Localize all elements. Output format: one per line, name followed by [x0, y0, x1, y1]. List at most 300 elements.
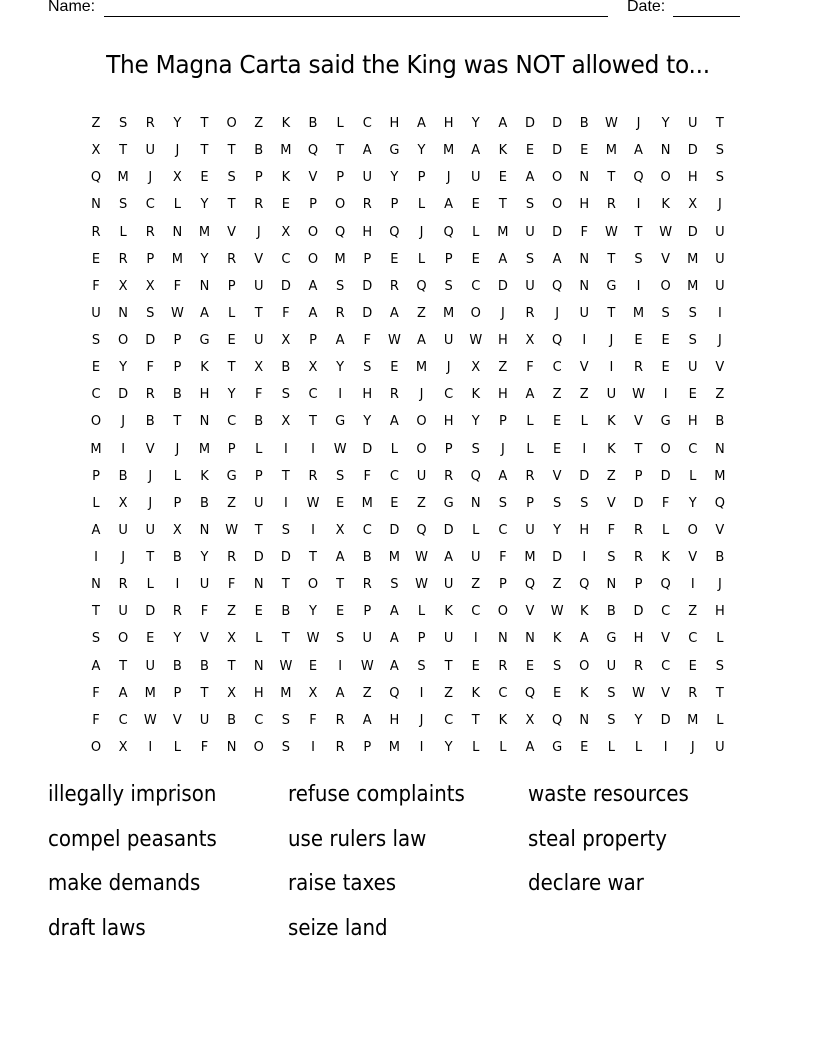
grid-letter[interactable]: A: [308, 278, 318, 294]
grid-letter[interactable]: G: [199, 333, 210, 348]
grid-letter[interactable]: M: [415, 360, 428, 376]
grid-letter[interactable]: E: [634, 333, 643, 348]
grid-letter[interactable]: W: [604, 116, 618, 131]
grid-letter[interactable]: F: [200, 604, 209, 620]
grid-letter[interactable]: G: [335, 414, 346, 430]
grid-letter[interactable]: U: [606, 658, 617, 674]
grid-letter[interactable]: I: [582, 333, 587, 348]
grid-letter[interactable]: T: [200, 685, 209, 701]
grid-letter[interactable]: B: [200, 495, 209, 511]
grid-letter[interactable]: X: [227, 685, 237, 701]
grid-letter[interactable]: E: [91, 360, 101, 376]
grid-letter[interactable]: P: [634, 468, 643, 484]
grid-letter[interactable]: S: [607, 712, 616, 728]
grid-letter[interactable]: S: [363, 360, 372, 376]
grid-letter[interactable]: A: [444, 550, 454, 565]
grid-letter[interactable]: F: [309, 712, 317, 728]
grid-letter[interactable]: Y: [119, 360, 128, 376]
grid-letter[interactable]: O: [90, 414, 102, 430]
grid-letter[interactable]: O: [660, 170, 671, 186]
grid-letter[interactable]: Z: [471, 577, 481, 593]
grid-letter[interactable]: O: [687, 522, 698, 538]
grid-letter[interactable]: H: [497, 387, 508, 403]
grid-letter[interactable]: A: [91, 658, 101, 674]
grid-letter[interactable]: T: [254, 522, 263, 538]
grid-letter[interactable]: C: [118, 712, 128, 728]
grid-letter[interactable]: K: [281, 170, 291, 186]
grid-letter[interactable]: D: [633, 495, 644, 511]
grid-letter[interactable]: B: [145, 414, 155, 430]
grid-letter[interactable]: B: [606, 604, 616, 620]
grid-letter[interactable]: W: [415, 577, 428, 593]
grid-letter[interactable]: B: [200, 658, 209, 674]
grid-letter[interactable]: C: [688, 441, 698, 457]
grid-letter[interactable]: K: [471, 387, 481, 403]
grid-letter[interactable]: J: [148, 468, 153, 484]
grid-letter[interactable]: X: [145, 278, 155, 294]
grid-letter[interactable]: T: [634, 224, 643, 240]
grid-letter[interactable]: L: [526, 414, 534, 430]
grid-letter[interactable]: S: [91, 333, 101, 348]
grid-letter[interactable]: R: [145, 387, 155, 403]
grid-letter[interactable]: P: [444, 251, 453, 267]
grid-letter[interactable]: U: [715, 739, 725, 755]
grid-letter[interactable]: E: [336, 495, 345, 511]
grid-letter[interactable]: J: [717, 197, 722, 213]
grid-letter[interactable]: N: [91, 197, 101, 213]
grid-letter[interactable]: K: [498, 712, 508, 728]
grid-letter[interactable]: Z: [444, 685, 454, 701]
grid-letter[interactable]: O: [307, 251, 319, 267]
grid-letter[interactable]: K: [444, 604, 453, 620]
grid-letter[interactable]: U: [145, 143, 155, 159]
grid-letter[interactable]: U: [253, 278, 264, 294]
grid-letter[interactable]: C: [498, 522, 508, 538]
grid-letter[interactable]: O: [579, 658, 590, 674]
grid-letter[interactable]: Y: [471, 414, 480, 430]
grid-letter[interactable]: O: [90, 739, 102, 755]
grid-letter[interactable]: E: [471, 251, 480, 267]
grid-letter[interactable]: C: [498, 685, 508, 701]
grid-letter[interactable]: T: [336, 143, 345, 159]
grid-letter[interactable]: W: [387, 333, 401, 348]
grid-letter[interactable]: R: [444, 468, 454, 484]
grid-letter[interactable]: S: [281, 739, 290, 755]
grid-letter[interactable]: V: [552, 468, 562, 484]
grid-letter[interactable]: C: [444, 387, 454, 403]
grid-letter[interactable]: X: [525, 712, 535, 728]
grid-letter[interactable]: J: [446, 360, 451, 376]
grid-letter[interactable]: E: [471, 658, 480, 674]
grid-letter[interactable]: I: [148, 739, 153, 755]
grid-letter[interactable]: I: [175, 577, 180, 593]
grid-letter[interactable]: P: [173, 495, 182, 511]
grid-letter[interactable]: Q: [633, 170, 644, 186]
grid-letter[interactable]: W: [306, 495, 320, 511]
grid-letter[interactable]: B: [172, 387, 182, 403]
grid-letter[interactable]: F: [499, 550, 507, 565]
grid-letter[interactable]: W: [550, 604, 564, 620]
grid-letter[interactable]: V: [606, 495, 616, 511]
grid-letter[interactable]: A: [335, 333, 345, 348]
grid-letter[interactable]: I: [121, 441, 126, 457]
grid-letter[interactable]: X: [688, 197, 698, 213]
grid-letter[interactable]: A: [200, 305, 209, 321]
grid-letter[interactable]: Q: [443, 224, 454, 240]
grid-letter[interactable]: G: [443, 495, 454, 511]
grid-letter[interactable]: M: [687, 251, 699, 267]
grid-letter[interactable]: F: [146, 360, 154, 376]
grid-letter[interactable]: C: [308, 387, 318, 403]
grid-letter[interactable]: E: [336, 604, 345, 620]
grid-letter[interactable]: S: [525, 197, 535, 213]
grid-letter[interactable]: Y: [688, 495, 697, 511]
grid-letter[interactable]: E: [227, 333, 236, 348]
grid-letter[interactable]: T: [607, 170, 616, 186]
grid-letter[interactable]: A: [525, 387, 535, 403]
grid-letter[interactable]: I: [582, 441, 587, 457]
grid-letter[interactable]: W: [604, 224, 618, 240]
grid-letter[interactable]: J: [636, 116, 641, 131]
grid-letter[interactable]: A: [525, 739, 535, 755]
grid-letter[interactable]: P: [390, 197, 399, 213]
grid-letter[interactable]: H: [443, 116, 454, 131]
grid-letter[interactable]: T: [309, 550, 317, 565]
grid-letter[interactable]: P: [254, 170, 263, 186]
grid-letter[interactable]: D: [633, 604, 644, 620]
grid-letter[interactable]: U: [715, 278, 725, 294]
grid-letter[interactable]: S: [91, 631, 101, 647]
grid-letter[interactable]: O: [416, 441, 427, 457]
grid-letter[interactable]: P: [363, 251, 372, 267]
grid-letter[interactable]: U: [470, 550, 481, 565]
grid-letter[interactable]: N: [715, 441, 725, 457]
grid-letter[interactable]: T: [200, 116, 209, 131]
grid-letter[interactable]: H: [579, 197, 590, 213]
grid-letter[interactable]: L: [119, 224, 127, 240]
grid-letter[interactable]: U: [443, 577, 454, 593]
grid-letter[interactable]: E: [580, 739, 589, 755]
grid-letter[interactable]: V: [254, 251, 264, 267]
grid-letter[interactable]: K: [607, 414, 616, 430]
grid-letter[interactable]: D: [118, 387, 129, 403]
grid-letter[interactable]: T: [227, 143, 236, 159]
grid-letter[interactable]: W: [143, 712, 157, 728]
grid-letter[interactable]: E: [254, 604, 263, 620]
grid-letter[interactable]: W: [415, 550, 428, 565]
grid-letter[interactable]: I: [311, 522, 315, 538]
grid-letter[interactable]: E: [146, 631, 155, 647]
grid-letter[interactable]: D: [362, 441, 373, 457]
grid-letter[interactable]: L: [92, 495, 100, 511]
grid-letter[interactable]: H: [687, 414, 698, 430]
grid-letter[interactable]: M: [334, 251, 346, 267]
grid-letter[interactable]: S: [661, 305, 670, 321]
grid-letter[interactable]: Y: [173, 116, 182, 131]
grid-letter[interactable]: E: [688, 387, 697, 403]
grid-letter[interactable]: H: [389, 712, 400, 728]
grid-letter[interactable]: S: [146, 305, 155, 321]
grid-letter[interactable]: U: [362, 170, 372, 186]
grid-letter[interactable]: D: [362, 278, 373, 294]
grid-letter[interactable]: S: [634, 251, 643, 267]
grid-letter[interactable]: T: [227, 658, 236, 674]
grid-letter[interactable]: T: [634, 441, 643, 457]
grid-letter[interactable]: E: [661, 360, 670, 376]
grid-letter[interactable]: T: [254, 305, 263, 321]
grid-letter[interactable]: K: [498, 143, 508, 159]
grid-letter[interactable]: A: [389, 658, 399, 674]
grid-letter[interactable]: N: [253, 658, 264, 674]
grid-letter[interactable]: H: [714, 604, 725, 620]
grid-letter[interactable]: J: [148, 170, 153, 186]
grid-letter[interactable]: E: [390, 251, 399, 267]
grid-letter[interactable]: X: [308, 685, 318, 701]
grid-letter[interactable]: E: [498, 170, 507, 186]
name-field-line[interactable]: [104, 16, 608, 17]
grid-letter[interactable]: V: [661, 631, 671, 647]
grid-letter[interactable]: O: [552, 170, 563, 186]
grid-letter[interactable]: R: [335, 712, 345, 728]
grid-letter[interactable]: H: [579, 522, 590, 538]
grid-letter[interactable]: J: [446, 170, 451, 186]
grid-letter[interactable]: J: [717, 333, 722, 348]
grid-letter[interactable]: B: [172, 550, 182, 565]
grid-letter[interactable]: O: [307, 577, 319, 593]
grid-letter[interactable]: J: [121, 414, 126, 430]
grid-letter[interactable]: X: [227, 631, 237, 647]
grid-letter[interactable]: Z: [254, 116, 264, 131]
grid-letter[interactable]: S: [390, 577, 399, 593]
grid-letter[interactable]: F: [363, 333, 371, 348]
grid-letter[interactable]: P: [498, 414, 507, 430]
grid-letter[interactable]: N: [199, 414, 210, 430]
grid-letter[interactable]: S: [607, 685, 616, 701]
grid-letter[interactable]: X: [172, 170, 182, 186]
grid-letter[interactable]: C: [389, 468, 399, 484]
grid-letter[interactable]: S: [227, 170, 236, 186]
grid-letter[interactable]: G: [606, 631, 617, 647]
grid-letter[interactable]: D: [389, 522, 400, 538]
grid-letter[interactable]: Y: [661, 116, 670, 131]
grid-letter[interactable]: L: [472, 522, 480, 538]
grid-letter[interactable]: X: [172, 522, 182, 538]
grid-letter[interactable]: U: [525, 278, 535, 294]
grid-letter[interactable]: B: [281, 360, 291, 376]
grid-letter[interactable]: H: [687, 170, 698, 186]
grid-letter[interactable]: H: [362, 387, 373, 403]
grid-letter[interactable]: I: [419, 739, 424, 755]
grid-letter[interactable]: M: [687, 278, 699, 294]
grid-letter[interactable]: P: [526, 495, 534, 511]
grid-letter[interactable]: Y: [309, 604, 317, 620]
grid-letter[interactable]: D: [579, 468, 590, 484]
grid-letter[interactable]: E: [91, 251, 101, 267]
grid-letter[interactable]: Y: [417, 143, 426, 159]
grid-letter[interactable]: P: [173, 333, 182, 348]
grid-letter[interactable]: T: [200, 143, 209, 159]
grid-letter[interactable]: J: [690, 739, 695, 755]
grid-letter[interactable]: D: [280, 550, 291, 565]
grid-letter[interactable]: I: [311, 441, 315, 457]
grid-letter[interactable]: S: [580, 495, 589, 511]
grid-letter[interactable]: A: [362, 143, 372, 159]
grid-letter[interactable]: C: [471, 604, 481, 620]
grid-letter[interactable]: N: [660, 143, 671, 159]
grid-letter[interactable]: M: [90, 441, 102, 457]
grid-letter[interactable]: Q: [524, 577, 536, 593]
grid-letter[interactable]: E: [580, 143, 589, 159]
grid-letter[interactable]: N: [91, 577, 101, 593]
grid-letter[interactable]: U: [145, 522, 155, 538]
grid-letter[interactable]: N: [470, 495, 481, 511]
grid-letter[interactable]: D: [552, 224, 563, 240]
grid-letter[interactable]: U: [362, 631, 372, 647]
grid-letter[interactable]: Q: [714, 495, 725, 511]
grid-letter[interactable]: U: [715, 224, 725, 240]
grid-letter[interactable]: P: [254, 468, 263, 484]
grid-letter[interactable]: U: [715, 251, 725, 267]
grid-letter[interactable]: Y: [390, 170, 399, 186]
grid-letter[interactable]: S: [417, 658, 426, 674]
grid-letter[interactable]: A: [471, 143, 481, 159]
grid-letter[interactable]: I: [94, 550, 98, 565]
grid-letter[interactable]: A: [579, 631, 589, 647]
grid-letter[interactable]: Z: [606, 468, 616, 484]
grid-letter[interactable]: U: [525, 224, 535, 240]
grid-letter[interactable]: D: [552, 143, 563, 159]
grid-letter[interactable]: S: [715, 143, 724, 159]
grid-letter[interactable]: A: [91, 522, 101, 538]
grid-letter[interactable]: B: [254, 414, 264, 430]
grid-letter[interactable]: M: [443, 143, 455, 159]
grid-letter[interactable]: Q: [660, 577, 671, 593]
grid-letter[interactable]: J: [148, 495, 153, 511]
grid-letter[interactable]: R: [688, 685, 698, 701]
grid-letter[interactable]: Y: [444, 739, 453, 755]
grid-letter[interactable]: D: [145, 604, 156, 620]
grid-letter[interactable]: U: [525, 522, 535, 538]
grid-letter[interactable]: W: [225, 522, 239, 538]
grid-letter[interactable]: L: [417, 604, 426, 620]
grid-letter[interactable]: L: [417, 197, 426, 213]
grid-letter[interactable]: R: [118, 251, 128, 267]
grid-letter[interactable]: V: [579, 360, 589, 376]
grid-letter[interactable]: I: [609, 360, 614, 376]
grid-letter[interactable]: U: [253, 333, 264, 348]
grid-letter[interactable]: R: [145, 224, 155, 240]
grid-letter[interactable]: X: [281, 333, 291, 348]
grid-letter[interactable]: B: [715, 414, 725, 430]
grid-letter[interactable]: Q: [470, 468, 481, 484]
grid-letter[interactable]: W: [632, 387, 645, 403]
grid-letter[interactable]: V: [634, 414, 643, 430]
grid-letter[interactable]: L: [228, 305, 236, 321]
grid-letter[interactable]: I: [582, 550, 587, 565]
grid-letter[interactable]: I: [283, 441, 288, 457]
grid-letter[interactable]: W: [333, 441, 347, 457]
grid-letter[interactable]: C: [444, 712, 454, 728]
grid-letter[interactable]: M: [361, 495, 373, 511]
grid-letter[interactable]: C: [552, 360, 562, 376]
grid-letter[interactable]: M: [714, 468, 726, 484]
grid-letter[interactable]: L: [146, 577, 154, 593]
grid-letter[interactable]: I: [663, 387, 668, 403]
grid-letter[interactable]: W: [632, 685, 645, 701]
grid-letter[interactable]: L: [173, 739, 181, 755]
grid-letter[interactable]: J: [500, 441, 505, 457]
grid-letter[interactable]: B: [308, 116, 318, 131]
grid-letter[interactable]: R: [227, 251, 237, 267]
grid-letter[interactable]: J: [555, 305, 560, 321]
grid-letter[interactable]: A: [335, 550, 345, 565]
grid-letter[interactable]: R: [633, 522, 644, 538]
grid-letter[interactable]: A: [389, 414, 399, 430]
grid-letter[interactable]: P: [363, 604, 372, 620]
grid-letter[interactable]: T: [715, 685, 724, 701]
grid-letter[interactable]: T: [227, 360, 236, 376]
grid-letter[interactable]: S: [118, 197, 128, 213]
grid-letter[interactable]: P: [498, 577, 507, 593]
grid-letter[interactable]: X: [91, 143, 101, 159]
grid-letter[interactable]: E: [553, 441, 562, 457]
grid-letter[interactable]: C: [227, 414, 237, 430]
grid-letter[interactable]: S: [335, 278, 345, 294]
grid-letter[interactable]: X: [118, 739, 128, 755]
grid-letter[interactable]: J: [175, 441, 180, 457]
grid-letter[interactable]: B: [118, 468, 128, 484]
grid-letter[interactable]: U: [199, 577, 210, 593]
grid-letter[interactable]: Z: [498, 360, 508, 376]
grid-letter[interactable]: U: [253, 495, 264, 511]
grid-letter[interactable]: J: [500, 305, 505, 321]
grid-letter[interactable]: X: [335, 522, 345, 538]
grid-letter[interactable]: V: [525, 604, 535, 620]
grid-letter[interactable]: R: [633, 658, 644, 674]
grid-letter[interactable]: E: [553, 685, 562, 701]
grid-letter[interactable]: K: [281, 116, 291, 131]
grid-letter[interactable]: Z: [715, 387, 725, 403]
grid-letter[interactable]: Q: [579, 577, 590, 593]
grid-letter[interactable]: T: [92, 604, 100, 620]
grid-letter[interactable]: I: [690, 577, 695, 593]
grid-letter[interactable]: W: [469, 333, 483, 348]
grid-letter[interactable]: B: [579, 116, 589, 131]
grid-letter[interactable]: K: [661, 197, 670, 213]
grid-letter[interactable]: E: [525, 658, 535, 674]
grid-letter[interactable]: T: [498, 197, 507, 213]
grid-letter[interactable]: V: [200, 631, 209, 647]
grid-letter[interactable]: S: [688, 333, 697, 348]
grid-letter[interactable]: R: [389, 278, 399, 294]
grid-letter[interactable]: F: [92, 712, 100, 728]
grid-letter[interactable]: Z: [227, 604, 237, 620]
grid-letter[interactable]: V: [227, 224, 237, 240]
grid-letter[interactable]: L: [390, 441, 398, 457]
grid-letter[interactable]: V: [172, 712, 182, 728]
grid-letter[interactable]: T: [281, 577, 290, 593]
grid-letter[interactable]: J: [419, 387, 424, 403]
grid-letter[interactable]: P: [92, 468, 100, 484]
grid-letter[interactable]: F: [173, 278, 182, 294]
grid-letter[interactable]: M: [171, 251, 183, 267]
grid-letter[interactable]: V: [308, 170, 318, 186]
grid-letter[interactable]: L: [526, 441, 534, 457]
grid-letter[interactable]: N: [579, 170, 590, 186]
grid-letter[interactable]: T: [607, 305, 616, 321]
grid-letter[interactable]: E: [308, 658, 318, 674]
grid-letter[interactable]: U: [470, 170, 481, 186]
